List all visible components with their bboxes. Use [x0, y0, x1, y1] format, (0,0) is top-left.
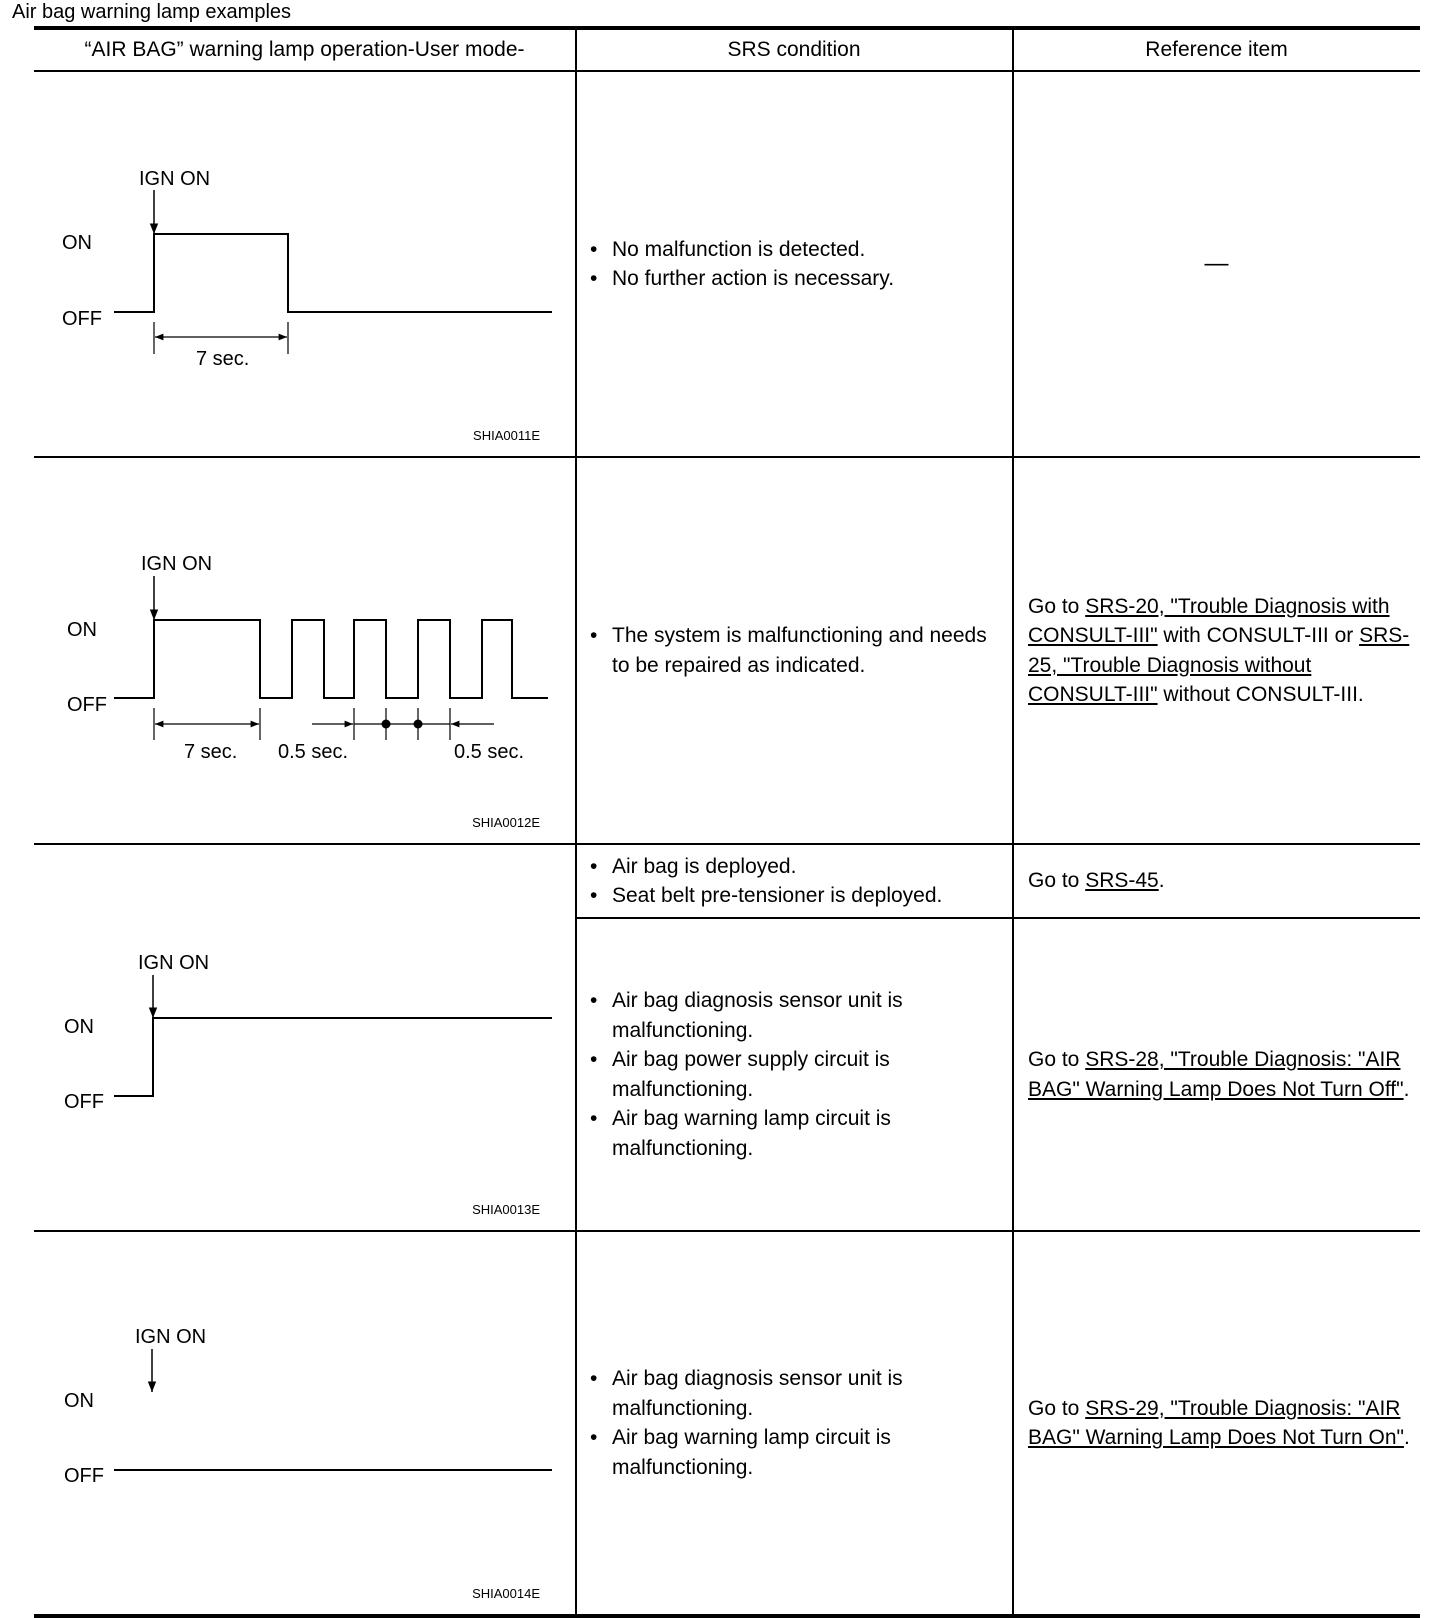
on-level-label: ON [62, 232, 92, 254]
link-srs-25[interactable]: SRS-25, "Trouble Diagnosis without CONSULT-III" [1028, 624, 1410, 706]
lamp-diagram-malfunction-blink [34, 458, 575, 843]
ign-on-label: IGN ON [135, 1326, 207, 1348]
link-srs-20[interactable]: SRS-20, "Trouble Diagnosis with CONSULT-III" [1028, 594, 1390, 647]
row2-condition-cell [588, 458, 1000, 843]
duration-label: 7 sec. [196, 348, 250, 370]
figure-code: SHIA0011E [473, 428, 540, 443]
off-level-label: OFF [64, 1465, 104, 1487]
condition-item: • No further action is necessary. [588, 264, 1000, 294]
lamp-signal-trace [114, 620, 548, 698]
row3b-condition-cell [588, 919, 1000, 1230]
reference-text [1028, 1394, 1412, 1453]
row1-reference-cell [1013, 72, 1420, 456]
interval-label: 0.5 sec. [278, 741, 349, 763]
table-bottom-rule [34, 1614, 1420, 1618]
lamp-diagram-never-on [34, 1232, 575, 1614]
header-reference: Reference item [1145, 38, 1288, 61]
condition-item: • Air bag diagnosis sensor unit is malfunctioning. [588, 986, 1000, 1045]
reference-text [1028, 866, 1412, 896]
condition-item: • Air bag diagnosis sensor unit is malfunctioning. [588, 1364, 1000, 1423]
duration-label: 7 sec. [184, 741, 238, 763]
row3a-condition-cell [588, 845, 1000, 917]
row3b-condition-list [588, 986, 1000, 1163]
lamp-signal-trace [114, 1018, 552, 1096]
lamp-diagram-stays-on [34, 845, 575, 1230]
ign-on-label: IGN ON [141, 553, 213, 575]
ign-on-label: IGN ON [138, 952, 210, 974]
on-level-label: ON [64, 1016, 94, 1038]
row3a-reference-cell [1028, 845, 1412, 917]
condition-item: • Air bag is deployed. [588, 852, 1000, 882]
ign-on-label: IGN ON [139, 168, 211, 190]
condition-item: • The system is malfunctioning and needs to be repaired as indicated. [588, 621, 1000, 680]
interval-dot [382, 720, 391, 729]
row3a-condition-list [588, 852, 1000, 911]
off-level-label: OFF [62, 308, 102, 330]
link-srs-45[interactable]: SRS-45 [1085, 869, 1159, 893]
link-srs-28[interactable]: SRS-28, "Trouble Diagnosis: "AIR BAG" Warning Lamp Does Not Turn Off" [1028, 1048, 1404, 1101]
condition-item: • Air bag power supply circuit is malfunctioning. [588, 1045, 1000, 1104]
row4-reference-cell [1028, 1232, 1412, 1614]
reference-middle: with CONSULT-III or [1157, 624, 1360, 647]
no-reference-dash: — [1204, 250, 1229, 278]
condition-item: • No malfunction is detected. [588, 235, 1000, 265]
row3b-reference-cell [1028, 919, 1412, 1230]
row1-condition-list [588, 235, 1000, 294]
row2-condition-list [588, 621, 1000, 680]
reference-prefix: Go to [1028, 1048, 1086, 1071]
row2-reference-cell [1028, 458, 1412, 843]
reference-prefix: Go to [1028, 594, 1086, 618]
condition-item: • Air bag warning lamp circuit is malfunctioning. [588, 1104, 1000, 1163]
reference-suffix: without CONSULT-III. [1157, 683, 1364, 706]
on-level-label: ON [67, 619, 97, 641]
figure-code: SHIA0013E [472, 1202, 540, 1217]
on-level-label: ON [64, 1390, 94, 1412]
condition-item: • Seat belt pre-tensioner is deployed. [588, 881, 1000, 911]
reference-prefix: Go to [1028, 869, 1086, 893]
column-divider-1 [575, 26, 577, 1618]
interval-dot [414, 720, 423, 729]
interval-label: 0.5 sec. [454, 741, 525, 763]
header-operation: “AIR BAG” warning lamp operation-User mode- [84, 38, 525, 61]
row1-condition-cell [588, 72, 1000, 456]
lamp-signal-trace [114, 234, 552, 312]
reference-text [1028, 592, 1412, 710]
off-level-label: OFF [64, 1091, 104, 1113]
reference-suffix: . [1158, 869, 1165, 893]
reference-suffix: . [1403, 1426, 1410, 1449]
row4-condition-list [588, 1364, 1000, 1482]
figure-code: SHIA0012E [472, 815, 540, 830]
table-caption: Air bag warning lamp examples [12, 1, 292, 23]
reference-text [1028, 1045, 1412, 1104]
reference-prefix: Go to [1028, 1396, 1086, 1420]
row4-condition-cell [588, 1232, 1000, 1614]
off-level-label: OFF [67, 694, 107, 716]
link-srs-29[interactable]: SRS-29, "Trouble Diagnosis: "AIR BAG" Warning Lamp Does Not Turn On" [1028, 1396, 1404, 1449]
figure-code: SHIA0014E [472, 1586, 540, 1601]
condition-item: • Air bag warning lamp circuit is malfunctioning. [588, 1423, 1000, 1482]
reference-suffix: . [1403, 1077, 1410, 1101]
header-condition: SRS condition [727, 38, 861, 61]
lamp-diagram-normal [34, 72, 575, 456]
